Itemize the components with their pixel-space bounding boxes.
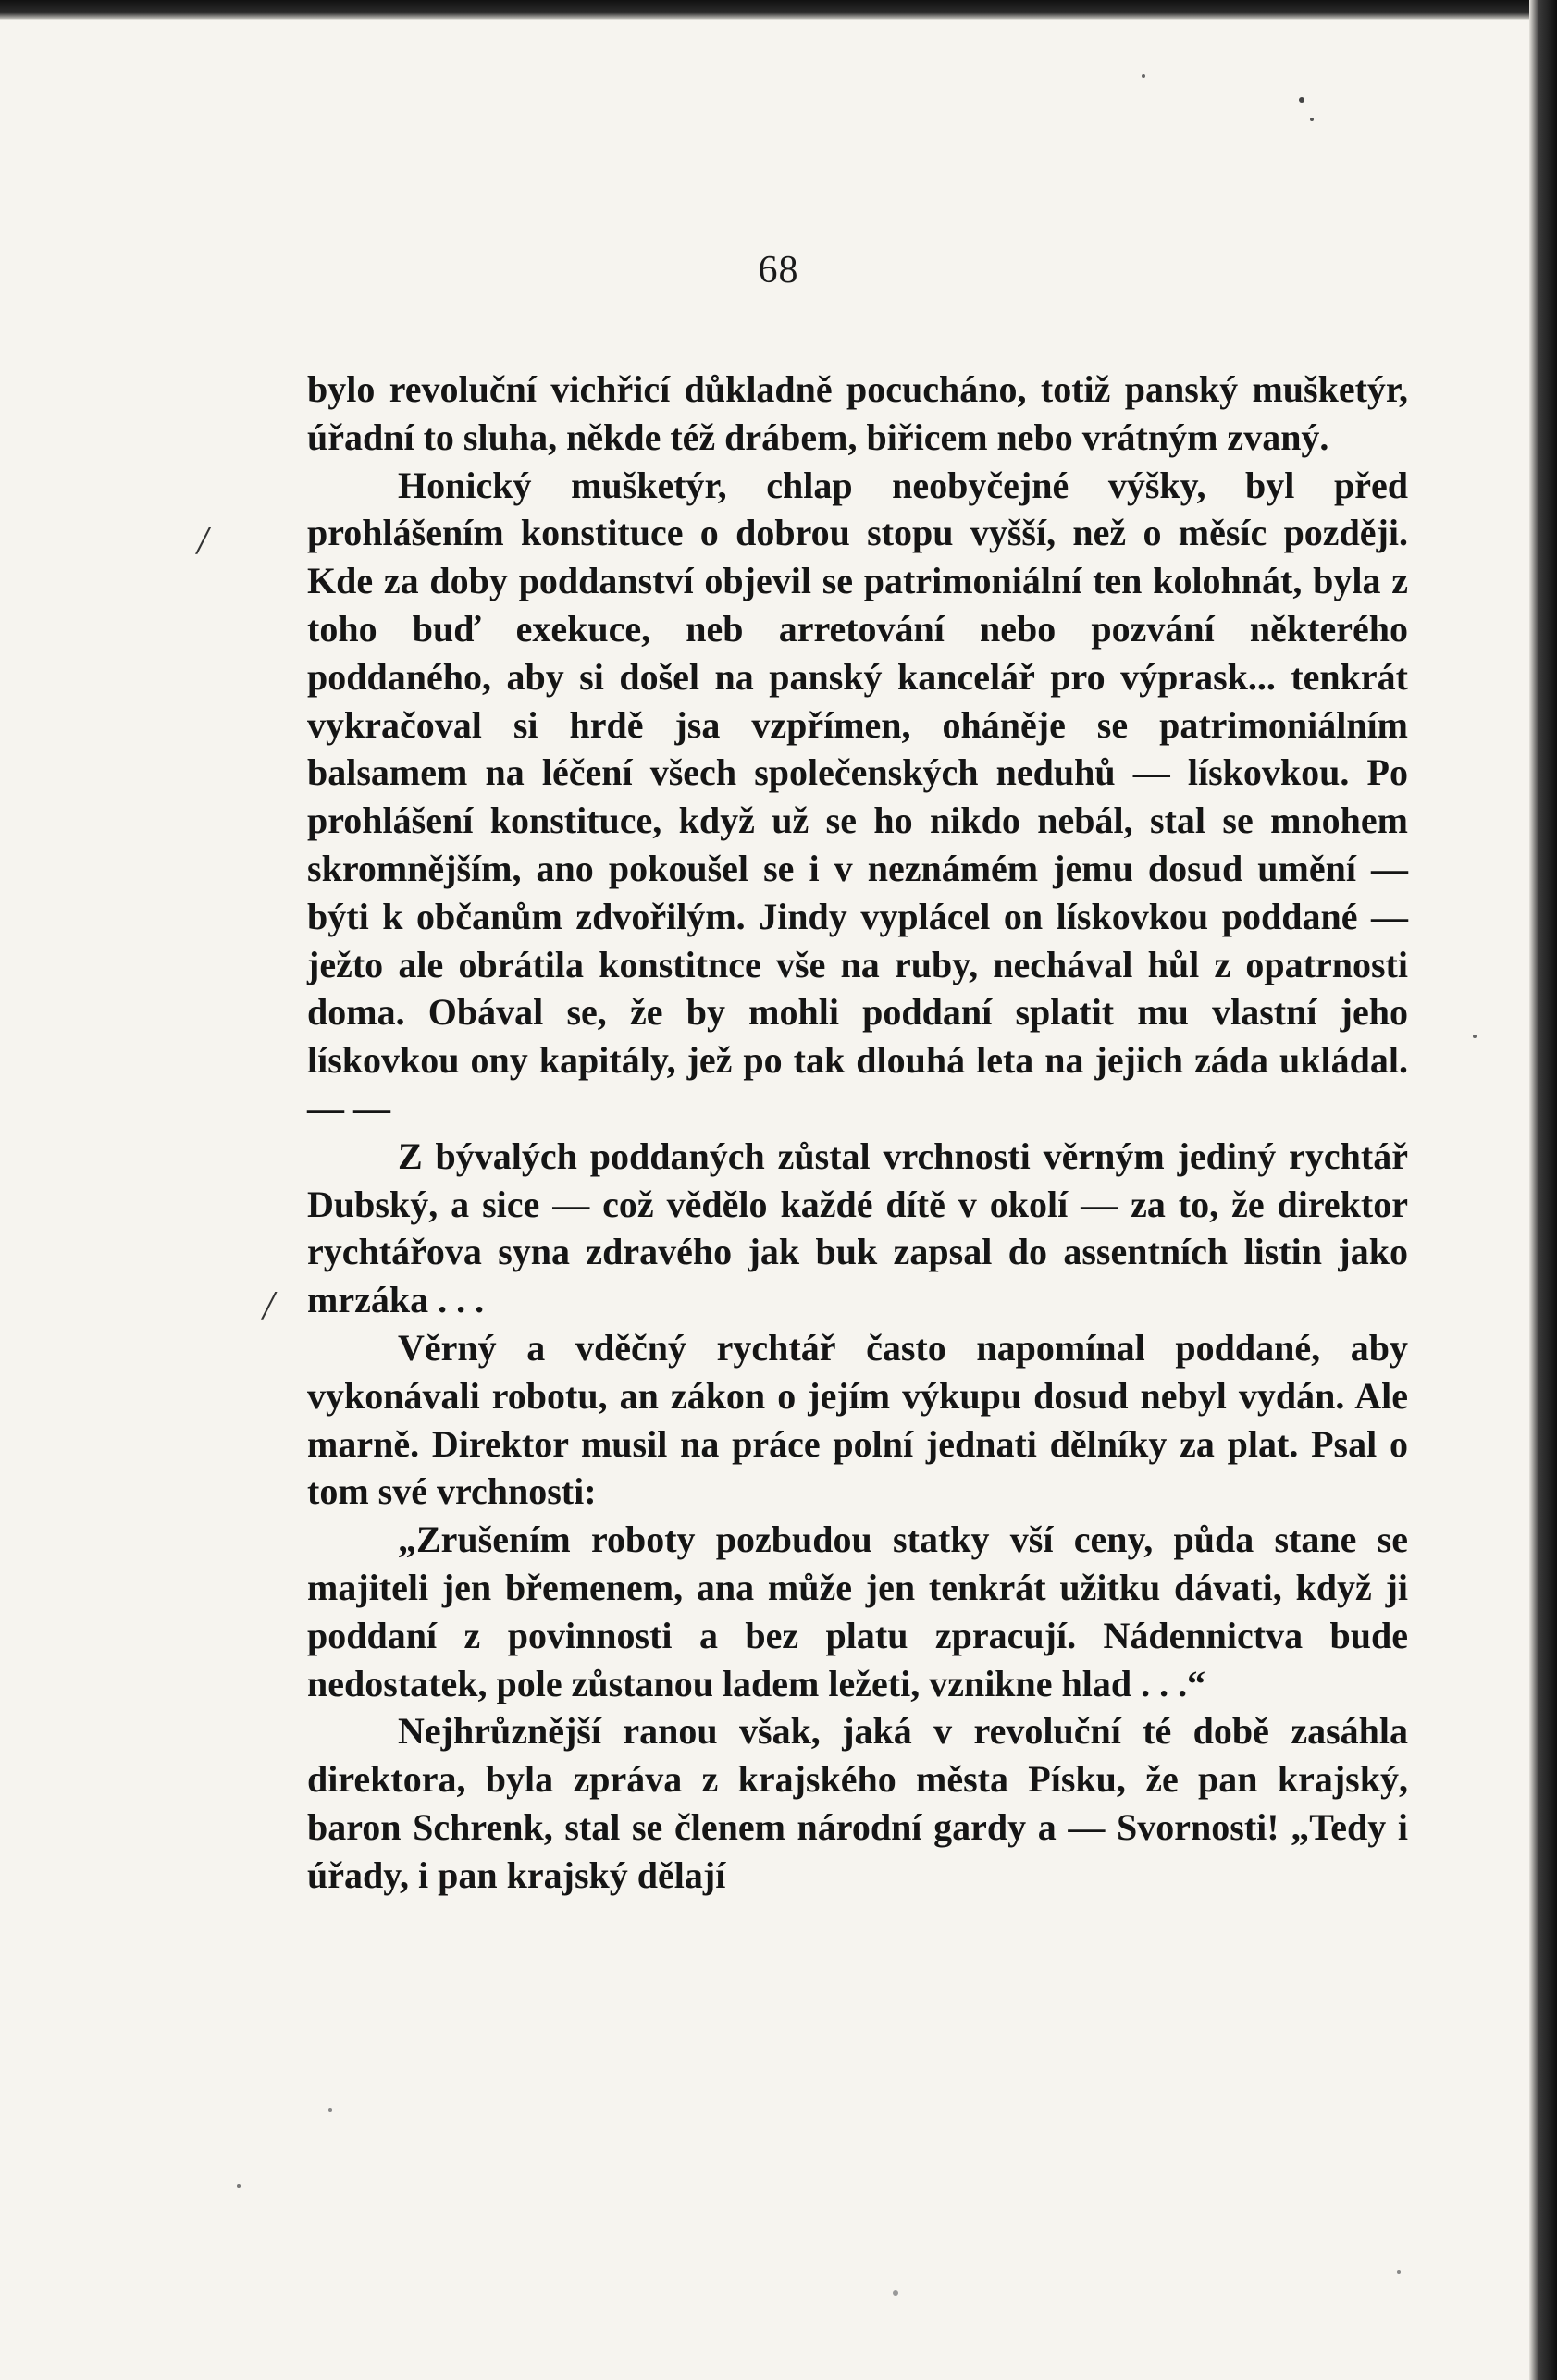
page-number: 68 — [758, 249, 799, 291]
margin-pencil-mark: / — [197, 517, 209, 563]
paragraph: Z bývalých poddaných zůstal vrchnosti věrným jediný rychtář Dubský, a sice — což vědělo každé dítě v okolí — za to, že direktor rychtářova syna zdravého jak buk zapsal do assentních listin jako mrzáka . . . — [307, 1134, 1408, 1321]
margin-pencil-mark: / — [263, 1283, 275, 1328]
paragraph: Nejhrůznější ranou však, jaká v revoluční té době zasáhla direktora, byla zpráva z krajského města Písku, že pan krajský, baron Schrenk, stal se členem národní gardy a — Svornosti! „Tedy i úřady, i pan krajský dělají — [307, 1710, 1408, 1896]
paragraph: Honický mušketýr, chlap neobyčejné výšky, byl před prohlášením konstituce o dobrou stopu vyšší, než o měsíc později. Kde za doby poddanství objevil se patrimoniální ten kolohnát, byla z toho buď exekuce, neb arretování nebo pozvání některého poddaného, aby si došel na panský kancelář pro výprask... tenkrát vykračoval si hrdě jsa vzpřímen, oháněje se patrimoniálním balsamem na léčení všech společenských neduhů — lískovkou. Po prohlášení konstituce, když už se ho nikdo nebál, stal se mnohem skromnějším, ano pokoušel se i v neznámém jemu dosud umění — býti k občanům zdvořilým. Jindy vyplácel on lískovkou poddané — ježto ale obrátila konstitnce vše na ruby, nechával hůl z opatrnosti doma. Obával se, že by mohli poddaní splatit mu vlastní jeho lískovkou ony kapitály, jež po tak dlouhá leta na jejich záda ukládal. — — — [307, 464, 1408, 1129]
paragraph: bylo revoluční vichřicí důkladně pocucháno, totiž panský mušketýr, úřadní to sluha, někde též drábem, biřicem nebo vrátným zvaný. — [307, 368, 1408, 458]
paragraph: „Zrušením roboty pozbudou statky vší ceny, půda stane se majiteli jen břemenem, ana může jen tenkrát užitku dávati, když ji poddaní z povinnosti a bez platu zpracují. Nádennictva bude nedostatek, pole zůstanou ladem ležeti, vznikne hlad . . .“ — [307, 1518, 1408, 1704]
body-text — [307, 366, 1408, 1900]
paragraph: Věrný a vděčný rychtář často napomínal poddané, aby vykonávali robotu, an zákon o jejím výkupu dosud nebyl vydán. Ale marně. Direktor musil na práce polní jednati dělníky za plat. Psal o tom své vrchnosti: — [307, 1326, 1408, 1513]
